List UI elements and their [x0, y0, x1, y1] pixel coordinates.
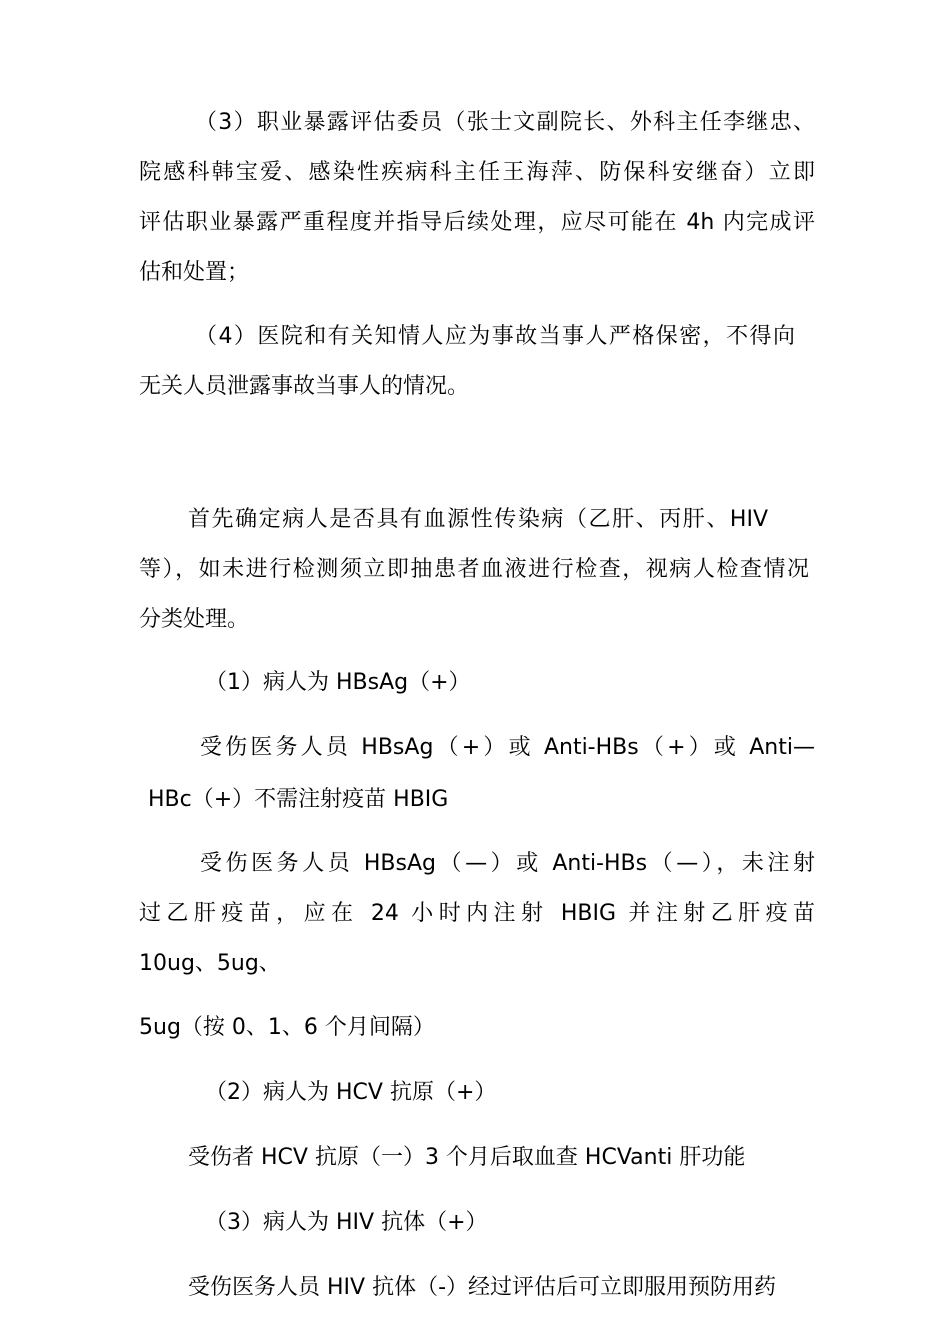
paragraph-3-line-2: 院感科韩宝爱、感染性疾病科主任王海萍、防保科安继奋）立即	[139, 160, 815, 185]
case-1-line-4: 过乙肝疫苗，应在 24 小时内注射 HBIG 并注射乙肝疫苗	[139, 901, 815, 926]
intro-line-2: 等），如未进行检测须立即抽患者血液进行检查，视病人检查情况	[139, 557, 809, 582]
case-2-line-1: 受伤者 HCV 抗原（一）3 个月后取血查 HCVanti 肝功能	[188, 1145, 746, 1170]
case-1-line-5: 10ug、5ug、	[139, 951, 281, 976]
case-3-heading: （3）病人为 HIV 抗体（+）	[205, 1210, 488, 1235]
case-3-line-1: 受伤医务人员 HIV 抗体（-）经过评估后可立即服用预防用药	[188, 1275, 777, 1300]
case-1-line-2: HBc（+）不需注射疫苗 HBIG	[148, 787, 449, 812]
intro-line-1: 首先确定病人是否具有血源性传染病（乙肝、丙肝、HIV	[188, 507, 768, 532]
intro-line-3: 分类处理。	[139, 607, 250, 632]
case-1-line-6: 5ug（按 0、1、6 个月间隔）	[139, 1015, 435, 1040]
case-1-heading: （1）病人为 HBsAg（+）	[205, 670, 471, 695]
case-2-heading: （2）病人为 HCV 抗原（+）	[205, 1080, 497, 1105]
paragraph-3-line-3: 评估职业暴露严重程度并指导后续处理，应尽可能在 4h 内完成评	[139, 210, 815, 235]
case-1-line-1: 受伤医务人员 HBsAg（+）或 Anti-HBs（+）或 Anti—	[200, 735, 815, 760]
paragraph-4-line-1: （4）医院和有关知情人应为事故当事人严格保密，不得向	[195, 324, 795, 349]
case-1-line-3: 受伤医务人员 HBsAg（—）或 Anti-HBs（—），未注射	[200, 851, 815, 876]
paragraph-4-line-2: 无关人员泄露事故当事人的情况。	[139, 374, 470, 399]
paragraph-3-line-1: （3）职业暴露评估委员（张士文副院长、外科主任李继忠、	[195, 110, 815, 135]
paragraph-3-line-4: 估和处置；	[139, 260, 250, 285]
